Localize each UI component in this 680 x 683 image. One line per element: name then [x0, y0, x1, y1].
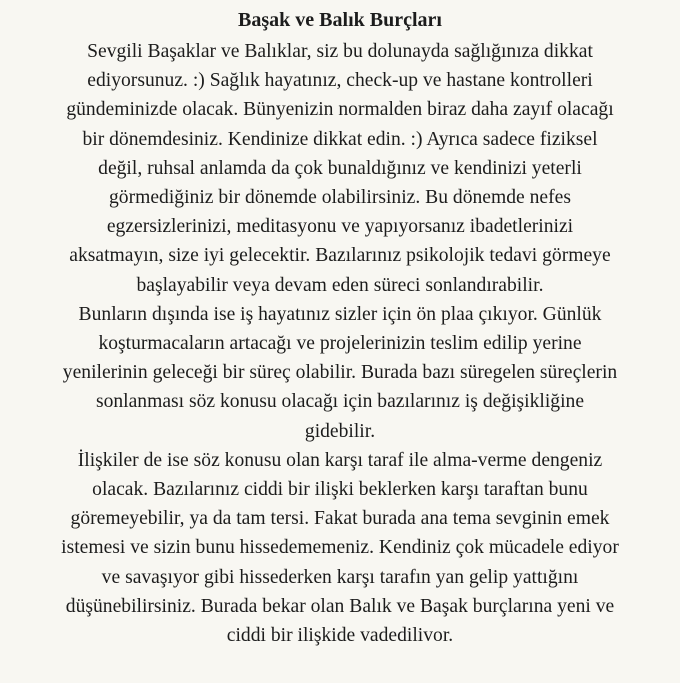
text-line: ve savaşıyor gibi hissederken karşı tarafın yan gelip yattığını [101, 566, 579, 588]
text-line: görmediğiniz bir dönemde olabilirsiniz. Bu dönemde nefes [109, 187, 571, 209]
text-line: gidebilir. [304, 420, 376, 442]
text-line: gündeminizde olacak. Bünyenizin normalden biraz daha zayıf olacağı [66, 99, 614, 121]
article-body [8, 37, 672, 650]
text-line: Sevgili Başaklar ve Balıklar, siz bu dolunayda sağlığınıza dikkat [87, 41, 593, 62]
text-line: ciddi bir ilişkide vadedilivor. [226, 625, 454, 647]
text-line: başlayabilir veya devam eden süreci sonlandırabilir. [136, 274, 544, 296]
page-cutoff [0, 666, 680, 683]
text-line: düşünebilirsiniz. Burada bekar olan Balık ve Başak burçlarına yeni ve [65, 595, 615, 617]
article-title: Başak ve Balık Burçları [238, 9, 442, 31]
text-line: aksatmayın, size iyi gelecektir. Bazılarınız psikolojik tedavi görmeye [69, 245, 611, 267]
text-line: bir dönemdesiniz. Kendinize dikkat edin. :) Ayrıca sadece fiziksel [82, 128, 598, 150]
text-line: koşturmacaların artacağı ve projelerinizin teslim edilip yerine [98, 333, 582, 355]
text-line: yenilerinin geleceği bir süreç olabilir. Burada bazı süregelen süreçlerin [62, 362, 618, 384]
text-line: değil, ruhsal anlamda da çok bunaldığınız ve kendinizi yeterli [98, 157, 582, 179]
text-line: olacak. Bazılarınız ciddi bir ilişki beklerken karşı taraftan bunu [92, 479, 588, 501]
text-line: ediyorsunuz. :) Sağlık hayatınız, check-up ve hastane kontrolleri [87, 70, 593, 92]
text-line: egzersizlerinizi, meditasyonu ve yapıyorsanız ibadetlerinizi [106, 216, 574, 238]
text-line: sonlanması söz konusu olacağı için bazılarınız iş değişikliğine [95, 391, 585, 413]
text-line: göremeyebilir, ya da tam tersi. Fakat burada ana tema sevginin emek [70, 508, 610, 530]
text-line: İlişkiler de ise söz konusu olan karşı taraf ile alma-verme dengeniz [77, 449, 603, 471]
text-line: istemesi ve sizin bunu hissedememeniz. Kendiniz çok mücadele ediyor [61, 537, 619, 559]
text-line: Bunların dışında ise iş hayatınız sizler için ön plaa çıkıyor. Günlük [78, 303, 602, 325]
